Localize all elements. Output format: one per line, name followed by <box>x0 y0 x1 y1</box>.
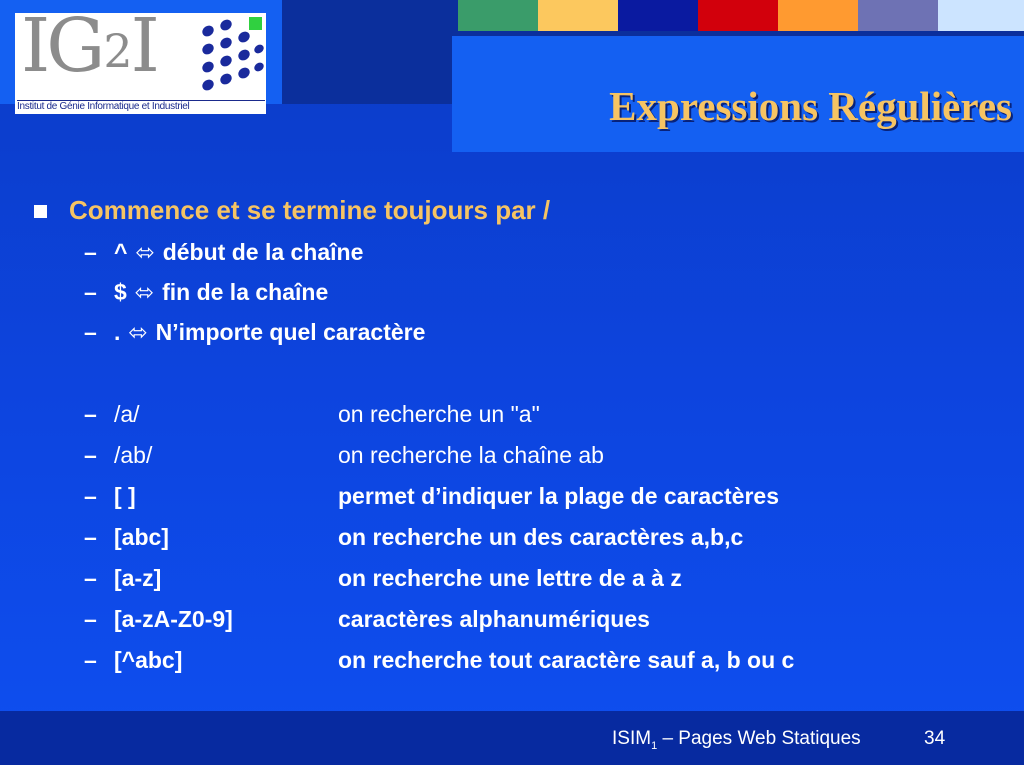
main-bullet <box>34 190 994 230</box>
regex-meaning: caractères alphanumériques <box>338 605 650 632</box>
table-row: – [ ] permet d’indiquer la plage de caractères <box>84 482 779 509</box>
color-swatch <box>458 0 538 31</box>
logo-dots-icon <box>199 15 265 95</box>
item-text: fin de la chaîne <box>162 278 329 305</box>
table-row: – [a-z] on recherche une lettre de a à z <box>84 564 682 591</box>
list-item: – . ⬄ N’importe quel caractère <box>84 318 426 345</box>
equivalence-icon: ⬄ <box>135 238 155 265</box>
equivalence-icon: ⬄ <box>134 278 155 305</box>
list-item: – $ ⬄ fin de la chaîne <box>84 278 329 305</box>
color-swatch <box>938 0 1024 31</box>
color-swatch <box>538 0 618 31</box>
slide-title: Expressions Régulières <box>609 83 1012 129</box>
regex-meaning: on recherche une lettre de a à z <box>338 564 682 591</box>
item-text: N’importe quel caractère <box>155 318 426 345</box>
main-bullet-text: Commence et se termine toujours par / <box>69 195 551 225</box>
list-item: – ^ ⬄ début de la chaîne <box>84 238 364 265</box>
item-text: début de la chaîne <box>162 238 364 265</box>
ig2i-logo <box>15 13 266 114</box>
bullet-list <box>34 190 994 230</box>
item-pattern: ^ <box>114 238 128 265</box>
footer-caption: $ISIM_1$ – Pages Web Statiques <box>612 728 861 752</box>
table-row: – [abc] on recherche un des caractères a,b,c <box>84 523 744 550</box>
footer-bar <box>0 711 1024 765</box>
table-row: – /ab/ on recherche la chaîne ab <box>84 441 604 468</box>
regex-pattern: /ab/ <box>114 441 153 468</box>
regex-pattern: [^abc] <box>114 646 183 673</box>
color-swatch <box>698 0 778 31</box>
regex-pattern: /a/ <box>114 400 140 427</box>
page-number: 34 <box>924 728 946 749</box>
table-row: – [a-zA-Z0-9] caractères alphanumériques <box>84 605 650 632</box>
equivalence-icon: ⬄ <box>128 318 148 345</box>
logo-caption: Institut de Génie Informatique et Industriel <box>17 100 265 112</box>
regex-pattern: [a-z] <box>114 564 162 591</box>
color-swatch <box>858 0 938 31</box>
item-pattern: . <box>114 318 121 345</box>
regex-meaning: permet d’indiquer la plage de caractères <box>338 482 779 509</box>
square-bullet-icon <box>34 205 47 218</box>
regex-meaning: on recherche un "a" <box>338 400 540 427</box>
regex-meaning: on recherche un des caractères a,b,c <box>338 523 744 550</box>
regex-pattern: [ ] <box>114 482 136 509</box>
regex-pattern: [abc] <box>114 523 169 550</box>
table-row: – /a/ on recherche un "a" <box>84 400 540 427</box>
table-row: – [^abc] on recherche tout caractère sauf a, b ou c <box>84 646 795 673</box>
color-swatch <box>618 0 698 31</box>
regex-meaning: on recherche tout caractère sauf a, b ou c <box>338 646 795 673</box>
item-pattern: $ <box>114 278 127 305</box>
color-swatch <box>778 0 858 31</box>
regex-meaning: on recherche la chaîne ab <box>338 441 604 468</box>
logo-wordmark: IG2I <box>21 13 156 89</box>
regex-pattern: [a-zA-Z0-9] <box>114 605 233 632</box>
